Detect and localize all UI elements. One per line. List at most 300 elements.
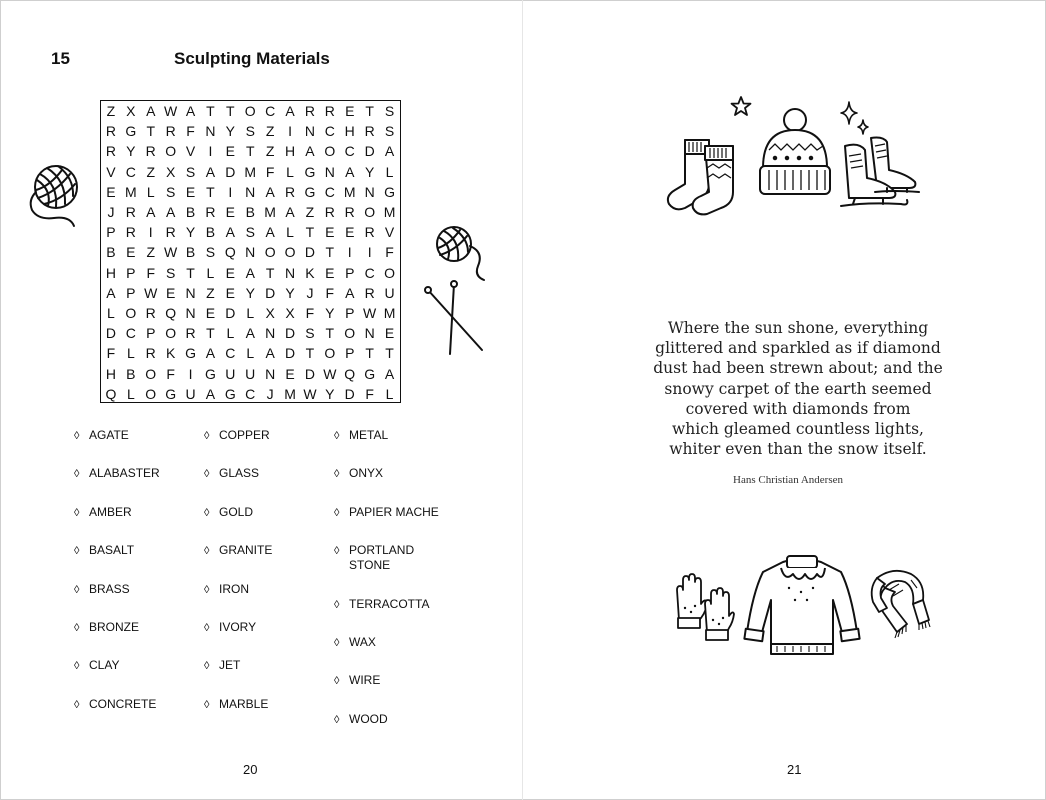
grid-letter[interactable]: A (384, 143, 395, 160)
word-item: ◊ GOLD (204, 504, 254, 519)
grid-letter[interactable]: T (206, 325, 215, 342)
grid-row (101, 303, 400, 323)
grid-letter[interactable]: Y (325, 385, 335, 402)
grid-letter[interactable]: S (205, 244, 216, 261)
grid-letter[interactable]: C (344, 143, 355, 160)
grid-letter[interactable]: I (367, 244, 372, 261)
grid-letter[interactable]: O (364, 204, 376, 220)
grid-letter[interactable]: S (245, 123, 255, 140)
grid-letter[interactable]: U (225, 365, 236, 382)
grid-letter[interactable]: T (365, 345, 374, 362)
grid-letter[interactable]: R (284, 183, 296, 200)
grid-row (101, 343, 400, 363)
grid-letter[interactable]: B (185, 244, 196, 261)
grid-letter[interactable]: C (364, 264, 375, 281)
grid-letter[interactable]: Z (265, 123, 275, 140)
grid-letter[interactable]: A (165, 204, 176, 220)
grid-letter[interactable]: E (325, 264, 335, 281)
grid-letter[interactable]: S (305, 325, 315, 342)
grid-letter[interactable]: Z (146, 163, 156, 180)
grid-letter[interactable]: A (146, 204, 156, 220)
grid-letter[interactable]: A (384, 365, 395, 382)
grid-letter[interactable]: H (105, 264, 116, 281)
quote-line: snowy carpet of the earth seemed (664, 379, 932, 398)
grid-letter[interactable]: A (265, 345, 275, 362)
grid-letter[interactable]: E (185, 183, 196, 200)
grid-letter[interactable]: H (344, 123, 355, 140)
grid-letter[interactable]: R (344, 204, 355, 220)
grid-letter[interactable]: G (304, 163, 316, 180)
grid-letter[interactable]: B (205, 224, 216, 241)
quote-line: whiter even than the snow itself. (669, 440, 927, 459)
grid-letter[interactable]: R (205, 204, 216, 220)
grid-letter[interactable]: R (165, 224, 176, 241)
grid-letter[interactable]: I (208, 143, 213, 160)
grid-letter[interactable]: O (324, 143, 336, 160)
grid-letter[interactable]: R (105, 143, 116, 160)
page-number-left: 20 (243, 762, 258, 777)
word-item: ◊ ONYX (334, 466, 384, 481)
grid-letter[interactable]: E (345, 103, 355, 119)
grid-letter[interactable]: C (125, 163, 136, 180)
grid-row (101, 323, 400, 343)
grid-letter[interactable]: K (305, 264, 315, 281)
grid-letter[interactable]: R (145, 305, 156, 321)
word-item: ◊ BRONZE (74, 620, 140, 634)
puzzle-title: Sculpting Materials (174, 49, 330, 68)
word-item: ◊ BRASS (74, 581, 130, 596)
grid-letter[interactable]: L (126, 345, 135, 362)
diamond-bullet-icon: ◊ (334, 506, 340, 519)
grid-letter[interactable]: H (105, 365, 116, 382)
grid-letter[interactable]: X (165, 163, 176, 180)
grid-letter[interactable]: D (284, 325, 296, 342)
grid-letter[interactable]: F (186, 123, 195, 140)
grid-letter[interactable]: C (125, 325, 136, 342)
grid-row (101, 283, 400, 303)
grid-letter[interactable]: E (285, 365, 295, 382)
grid-letter[interactable]: S (245, 224, 255, 241)
diamond-bullet-icon: ◊ (334, 430, 340, 442)
grid-letter[interactable]: O (145, 385, 157, 402)
grid-letter[interactable]: T (385, 345, 394, 362)
grid-letter[interactable]: T (325, 244, 335, 261)
grid-row (101, 222, 400, 242)
grid-letter[interactable]: L (385, 163, 394, 180)
quote-line: glittered and sparkled as if diamond (655, 339, 941, 358)
grid-letter[interactable]: K (165, 345, 176, 362)
grid-letter[interactable]: G (364, 365, 376, 382)
grid-letter[interactable]: P (126, 284, 136, 301)
word-search-grid[interactable] (100, 100, 401, 403)
grid-letter[interactable]: W (323, 365, 337, 382)
grid-letter[interactable]: R (125, 204, 136, 220)
grid-letter[interactable]: P (345, 305, 355, 321)
diamond-bullet-icon: ◊ (334, 637, 340, 649)
grid-letter[interactable]: Z (206, 284, 215, 301)
grid-letter[interactable]: Y (325, 305, 335, 321)
grid-letter[interactable]: T (186, 264, 195, 281)
grid-letter[interactable]: P (146, 325, 156, 342)
grid-letter[interactable]: A (205, 385, 216, 402)
grid-letter[interactable]: I (228, 183, 233, 200)
grid-letter[interactable]: R (165, 123, 176, 140)
grid-letter[interactable]: Q (344, 365, 356, 382)
grid-letter[interactable]: A (265, 224, 275, 241)
grid-letter[interactable]: S (165, 183, 176, 200)
grid-letter[interactable]: R (145, 345, 156, 362)
grid-letter[interactable]: Q (165, 305, 177, 321)
grid-letter[interactable]: C (265, 103, 276, 119)
grid-letter[interactable]: C (324, 123, 335, 140)
grid-letter[interactable]: E (106, 183, 116, 200)
grid-letter[interactable]: J (107, 204, 115, 220)
diamond-bullet-icon: ◊ (74, 430, 80, 442)
diamond-bullet-icon: ◊ (334, 675, 340, 688)
grid-letter[interactable]: T (245, 143, 255, 160)
grid-letter[interactable]: T (325, 325, 335, 342)
diamond-bullet-icon: ◊ (74, 506, 80, 519)
grid-letter[interactable]: N (245, 183, 256, 200)
grid-letter[interactable]: W (363, 305, 377, 321)
diamond-bullet-icon: ◊ (204, 660, 210, 673)
word-item: ◊ JET (204, 658, 241, 673)
grid-letter[interactable]: S (384, 123, 395, 140)
grid-letter[interactable]: Z (305, 204, 315, 220)
grid-letter[interactable]: D (225, 163, 236, 180)
grid-letter[interactable]: N (245, 244, 256, 261)
grid-letter[interactable]: D (265, 284, 276, 301)
grid-letter[interactable]: E (225, 204, 235, 220)
grid-letter[interactable]: R (304, 103, 315, 119)
grid-letter[interactable]: N (205, 123, 216, 140)
grid-row (101, 121, 400, 141)
grid-letter[interactable]: E (325, 224, 335, 241)
grid-letter[interactable]: E (225, 284, 235, 301)
grid-letter[interactable]: T (365, 103, 374, 119)
grid-letter[interactable]: L (226, 325, 235, 342)
grid-letter[interactable]: T (146, 123, 156, 140)
grid-letter[interactable]: N (185, 284, 196, 301)
grid-letter[interactable]: A (185, 103, 196, 119)
word-item: ◊ METAL (334, 428, 389, 442)
grid-letter[interactable]: R (364, 123, 375, 140)
grid-letter[interactable]: M (244, 163, 257, 180)
grid-letter[interactable]: F (106, 345, 116, 362)
grid-letter[interactable]: Z (146, 244, 156, 261)
word-item: ◊ AMBER (74, 504, 132, 519)
grid-letter[interactable]: N (324, 163, 335, 180)
grid-letter[interactable]: X (285, 305, 295, 321)
grid-letter[interactable]: V (384, 224, 395, 241)
diamond-bullet-icon: ◊ (204, 583, 210, 596)
word-item: ◊ IRON (204, 581, 249, 596)
grid-letter[interactable]: D (105, 325, 116, 342)
grid-letter[interactable]: Z (265, 143, 275, 160)
grid-letter[interactable]: T (305, 224, 315, 241)
grid-letter[interactable]: P (106, 224, 116, 241)
grid-letter[interactable]: F (385, 244, 394, 261)
diamond-bullet-icon: ◊ (74, 468, 80, 481)
grid-letter[interactable]: M (383, 204, 396, 220)
grid-letter[interactable]: D (225, 305, 236, 321)
star-icon (729, 95, 753, 117)
grid-letter[interactable]: Y (364, 163, 375, 180)
grid-letter[interactable]: R (105, 123, 116, 140)
grid-letter[interactable]: J (306, 284, 314, 301)
grid-letter[interactable]: R (324, 103, 335, 119)
grid-letter[interactable]: I (188, 365, 193, 382)
grid-letter[interactable]: R (125, 224, 136, 241)
word-item: ◊ MARBLE (204, 696, 269, 711)
grid-row (101, 263, 400, 283)
grid-letter[interactable]: I (288, 123, 292, 140)
grid-letter[interactable]: A (305, 143, 315, 160)
grid-letter[interactable]: A (205, 163, 216, 180)
grid-letter[interactable]: Q (105, 385, 117, 402)
grid-letter[interactable]: T (206, 183, 215, 200)
diamond-bullet-icon: ◊ (74, 545, 80, 558)
grid-letter[interactable]: B (185, 204, 196, 220)
grid-letter[interactable]: Y (225, 123, 235, 140)
grid-letter[interactable]: L (107, 305, 115, 321)
quote-line: which gleamed countless lights, (672, 420, 924, 439)
grid-letter[interactable]: E (345, 224, 355, 241)
grid-letter[interactable]: W (164, 244, 178, 261)
grid-letter[interactable]: V (106, 163, 116, 180)
word-item: ◊ CONCRETE (74, 696, 157, 711)
right-page (523, 0, 1046, 800)
grid-letter[interactable]: R (185, 325, 196, 342)
grid-letter[interactable]: N (185, 305, 196, 321)
grid-row (101, 141, 400, 161)
grid-letter[interactable]: O (165, 143, 177, 160)
word-item: ◊ CLAY (74, 658, 120, 673)
grid-letter[interactable]: N (364, 183, 375, 200)
grid-letter[interactable]: U (185, 385, 196, 402)
word-item: ◊ PORTLAND STONE (334, 543, 415, 573)
quote-author: Hans Christian Andersen (733, 474, 843, 486)
grid-letter[interactable]: A (345, 284, 355, 301)
grid-row (101, 202, 400, 222)
grid-letter[interactable]: B (126, 365, 136, 382)
word-item: ◊ WOOD (334, 711, 388, 726)
grid-letter[interactable]: F (265, 163, 275, 180)
grid-letter[interactable]: M (125, 183, 137, 200)
grid-letter[interactable]: X (265, 305, 275, 321)
grid-letter[interactable]: A (245, 264, 255, 281)
grid-letter[interactable]: N (265, 365, 276, 382)
grid-letter[interactable]: C (225, 345, 236, 362)
grid-letter[interactable]: W (144, 284, 158, 301)
grid-letter[interactable]: R (145, 143, 156, 160)
word-item: ◊ COPPER (204, 428, 270, 442)
diamond-bullet-icon: ◊ (334, 468, 340, 481)
grid-letter[interactable]: W (303, 385, 317, 402)
grid-letter[interactable]: A (205, 345, 216, 362)
grid-letter[interactable]: M (284, 385, 296, 402)
grid-letter[interactable]: L (385, 385, 394, 402)
grid-letter[interactable]: J (266, 385, 274, 402)
grid-letter[interactable]: O (384, 264, 395, 281)
grid-letter[interactable]: A (106, 284, 116, 301)
grid-letter[interactable]: I (148, 224, 153, 241)
grid-letter[interactable]: B (106, 244, 116, 261)
word-item: ◊ GRANITE (204, 543, 273, 558)
word-item: ◊ WAX (334, 635, 376, 649)
grid-letter[interactable]: T (226, 103, 235, 119)
grid-row (101, 182, 400, 202)
grid-letter[interactable]: D (344, 385, 355, 402)
grid-letter[interactable]: L (246, 305, 255, 321)
grid-letter[interactable]: Y (126, 143, 136, 160)
grid-letter[interactable]: F (365, 385, 374, 402)
grid-letter[interactable]: C (324, 183, 335, 200)
grid-letter[interactable]: O (284, 244, 296, 261)
yarn-ball-knitting-needles-icon (420, 222, 500, 362)
grid-letter[interactable]: F (325, 284, 335, 301)
grid-letter[interactable]: U (245, 365, 256, 382)
grid-letter[interactable]: G (304, 183, 316, 200)
word-item: ◊ BASALT (74, 543, 135, 558)
grid-letter[interactable]: O (324, 345, 336, 362)
grid-letter[interactable]: R (324, 204, 335, 220)
grid-letter[interactable]: F (305, 305, 315, 321)
diamond-bullet-icon: ◊ (334, 713, 340, 726)
grid-letter[interactable]: A (245, 325, 255, 342)
grid-letter[interactable]: B (245, 204, 255, 220)
grid-row (101, 364, 400, 384)
grid-letter[interactable]: N (304, 123, 315, 140)
grid-letter[interactable]: N (265, 325, 276, 342)
yarn-ball-icon (22, 160, 84, 230)
grid-letter[interactable]: O (145, 365, 157, 382)
grid-letter[interactable]: R (364, 284, 375, 301)
grid-letter[interactable]: X (126, 103, 136, 119)
grid-letter[interactable]: E (126, 244, 136, 261)
quote-line: dust had been strewn about; and the (653, 359, 943, 378)
grid-letter[interactable]: T (305, 345, 315, 362)
grid-letter[interactable]: A (225, 224, 235, 241)
grid-letter[interactable]: A (146, 103, 156, 119)
grid-letter[interactable]: G (125, 123, 137, 140)
grid-letter[interactable]: U (384, 284, 395, 301)
grid-letter[interactable]: L (126, 385, 135, 402)
grid-letter[interactable]: Y (185, 224, 196, 241)
grid-letter[interactable]: M (383, 305, 396, 321)
word-item: ◊ ALABASTER (74, 466, 160, 481)
grid-letter[interactable]: N (364, 325, 375, 342)
diamond-bullet-icon: ◊ (74, 698, 80, 711)
grid-letter[interactable]: W (164, 103, 178, 119)
grid-letter[interactable]: Y (245, 284, 255, 301)
grid-letter[interactable]: O (244, 103, 256, 119)
grid-letter[interactable]: L (286, 163, 294, 180)
grid-letter[interactable]: A (265, 183, 275, 200)
grid-letter[interactable]: G (205, 365, 216, 382)
grid-row (101, 101, 400, 121)
grid-letter[interactable]: A (345, 163, 355, 180)
grid-letter[interactable]: V (185, 143, 196, 160)
grid-letter[interactable]: H (284, 143, 296, 160)
diamond-bullet-icon: ◊ (204, 506, 210, 519)
diamond-bullet-icon: ◊ (204, 468, 210, 481)
grid-letter[interactable]: D (284, 345, 296, 362)
grid-letter[interactable]: A (285, 103, 295, 119)
grid-letter[interactable]: N (284, 264, 296, 281)
grid-letter[interactable]: I (347, 244, 352, 261)
grid-letter[interactable]: T (206, 103, 215, 119)
grid-letter[interactable]: Z (106, 103, 116, 119)
grid-letter[interactable]: R (364, 224, 375, 241)
diamond-bullet-icon: ◊ (204, 622, 210, 634)
grid-letter[interactable]: S (165, 264, 176, 281)
word-item: ◊ TERRACOTTA (334, 596, 430, 611)
grid-letter[interactable]: S (384, 103, 395, 119)
grid-letter[interactable]: P (345, 264, 355, 281)
grid-letter[interactable]: Q (224, 244, 236, 261)
grid-letter[interactable]: T (265, 264, 275, 281)
quote-text (648, 318, 948, 459)
grid-letter[interactable]: M (343, 183, 356, 200)
grid-letter[interactable]: O (264, 244, 276, 261)
grid-letter[interactable]: F (146, 264, 156, 281)
word-list (74, 428, 474, 738)
page-number-right: 21 (787, 762, 802, 777)
grid-letter[interactable]: P (345, 345, 355, 362)
grid-letter[interactable]: D (364, 143, 375, 160)
grid-letter[interactable]: Y (285, 284, 295, 301)
grid-letter[interactable]: E (205, 305, 216, 321)
grid-letter[interactable]: L (146, 183, 155, 200)
word-item: ◊ GLASS (204, 466, 260, 481)
grid-letter[interactable]: D (304, 244, 315, 261)
grid-letter[interactable]: L (286, 224, 294, 241)
grid-letter[interactable]: F (166, 365, 175, 382)
grid-letter[interactable]: O (165, 325, 177, 342)
grid-letter[interactable]: G (185, 345, 196, 362)
bobble-hat-icon (755, 106, 835, 200)
grid-letter[interactable]: G (165, 385, 177, 402)
word-item: ◊ AGATE (74, 428, 129, 442)
grid-letter[interactable]: E (384, 325, 395, 342)
grid-letter[interactable]: A (285, 204, 295, 220)
diamond-bullet-icon: ◊ (204, 430, 210, 442)
grid-letter[interactable]: G (384, 183, 395, 200)
grid-letter[interactable]: M (264, 204, 276, 220)
grid-letter[interactable]: C (245, 385, 256, 402)
grid-letter[interactable]: L (246, 345, 255, 362)
grid-letter[interactable]: E (225, 143, 235, 160)
diamond-bullet-icon: ◊ (334, 598, 340, 611)
grid-letter[interactable]: G (224, 385, 236, 402)
diamond-bullet-icon: ◊ (334, 545, 340, 558)
quote-line: Where the sun shone, everything (667, 319, 929, 337)
diamond-bullet-icon: ◊ (204, 698, 210, 711)
grid-letter[interactable]: D (304, 365, 315, 382)
grid-letter[interactable]: L (206, 264, 215, 281)
diamond-bullet-icon: ◊ (204, 545, 210, 558)
grid-letter[interactable]: O (344, 325, 356, 342)
grid-letter[interactable]: E (225, 264, 235, 281)
grid-row (101, 242, 400, 262)
word-item: ◊ IVORY (204, 620, 257, 634)
grid-row (101, 384, 400, 404)
grid-letter[interactable]: P (126, 264, 136, 281)
grid-letter[interactable]: E (165, 284, 176, 301)
grid-letter[interactable]: O (125, 305, 137, 321)
grid-letter[interactable]: S (185, 163, 196, 180)
